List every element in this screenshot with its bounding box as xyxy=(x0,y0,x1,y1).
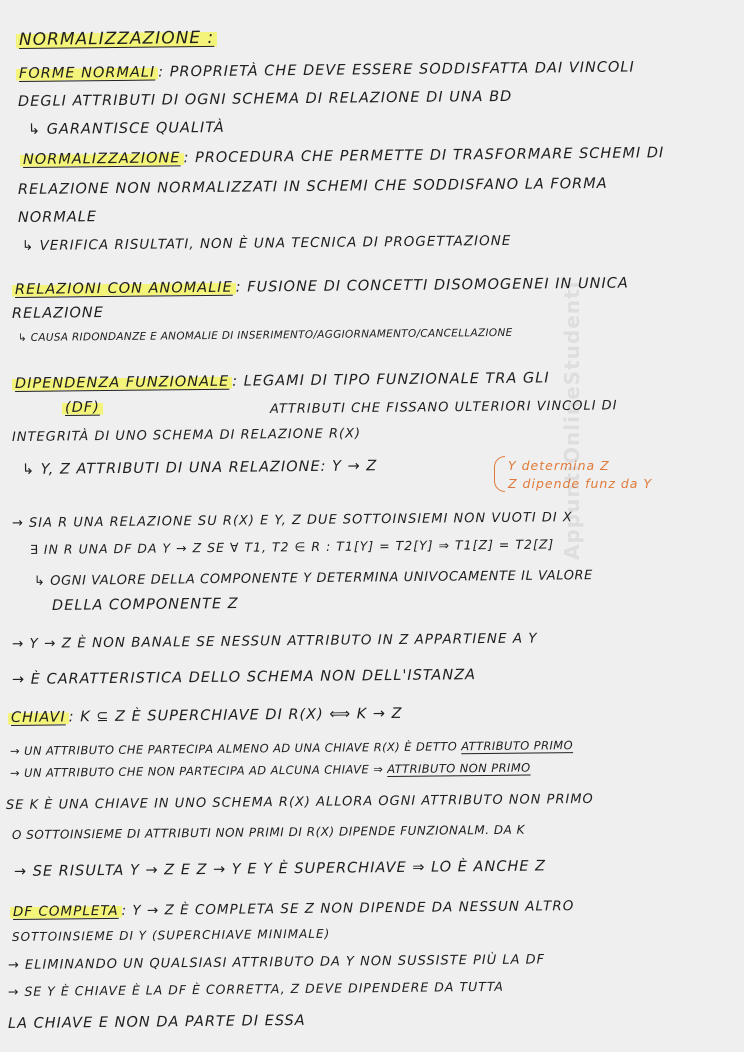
df-completa-line xyxy=(10,898,574,920)
text-line: RELAZIONE xyxy=(11,305,104,322)
text-line: → SIA R UNA RELAZIONE SU R(X) E Y, Z DUE SOTTOINSIEMI NON VUOTI DI X xyxy=(11,510,573,531)
title-normalizzazione xyxy=(16,28,217,50)
text-line: ATTRIBUTI CHE FISSANO ULTERIORI VINCOLI DI xyxy=(269,398,618,417)
text-line: LA CHIAVE E NON DA PARTE DI ESSA xyxy=(7,1012,306,1032)
chiavi-term: CHIAVI xyxy=(8,709,69,726)
text-line: SOTTOINSIEME DI Y (SUPERCHIAVE MINIMALE) xyxy=(11,926,331,944)
relazioni-anomalie-line xyxy=(12,276,629,298)
text-line: → Y → Z È NON BANALE SE NESSUN ATTRIBUTO IN Z APPARTIENE A Y xyxy=(11,630,538,652)
text-line: DELLA COMPONENTE Z xyxy=(51,596,239,614)
text-line: DEGLI ATTRIBUTI DI OGNI SCHEMA DI RELAZIONE DI UNA BD xyxy=(17,88,513,110)
relazioni-anomalie-def: : FUSIONE DI CONCETTI DISOMOGENEI IN UNICA xyxy=(235,275,629,296)
dipendenza-funzionale-line xyxy=(12,370,550,392)
watermark: AppuntiOnlineStudenti xyxy=(560,280,584,560)
text-line: ↳ OGNI VALORE DELLA COMPONENTE Y DETERMINA UNIVOCAMENTE IL VALORE xyxy=(33,568,594,589)
text-line: ↳ VERIFICA RISULTATI, NON È UNA TECNICA DI PROGETTAZIONE xyxy=(21,232,512,254)
df-abbreviation xyxy=(62,400,103,416)
text-line: ∃ IN R UNA DF DA Y → Z SE ∀ T1, T2 ∈ R : T1[Y] = T2[Y] ⇒ T1[Z] = T2[Z] xyxy=(29,536,555,557)
attributo-non-primo-term: ATTRIBUTO NON PRIMO xyxy=(387,760,531,777)
attributo-non-primo-text: → UN ATTRIBUTO CHE NON PARTECIPA AD ALCUNA CHIAVE ⇒ xyxy=(9,762,384,780)
relazioni-anomalie-term: RELAZIONI CON ANOMALIE xyxy=(12,280,236,298)
text-line: → SE RISULTA Y → Z E Z → Y E Y È SUPERCHIAVE ⇒ LO È ANCHE Z xyxy=(13,858,547,880)
df-completa-term: DF COMPLETA xyxy=(10,903,122,920)
dipendenza-funzionale-term: DIPENDENZA FUNZIONALE xyxy=(12,374,232,392)
note-determina: Y determina Z xyxy=(508,458,610,473)
text-line: ↳ GARANTISCE QUALITÀ xyxy=(27,119,225,138)
forme-normali-line xyxy=(16,60,635,82)
title-text: NORMALIZZAZIONE : xyxy=(16,28,217,50)
normalizzazione-term: NORMALIZZAZIONE xyxy=(20,150,184,168)
orange-bracket xyxy=(494,456,505,492)
chiavi-line xyxy=(8,706,403,726)
text-line: → ELIMINANDO UN QUALSIASI ATTRIBUTO DA Y NON SUSSISTE PIÙ LA DF xyxy=(7,952,546,973)
forme-normali-term: FORME NORMALI xyxy=(16,65,158,82)
df-completa-def: : Y → Z È COMPLETA SE Z NON DIPENDE DA NESSUN ALTRO xyxy=(121,898,575,919)
text-line: O SOTTOINSIEME DI ATTRIBUTI NON PRIMI DI R(X) DIPENDE FUNZIONALM. DA K xyxy=(11,822,526,842)
attributo-primo-text: → UN ATTRIBUTO CHE PARTECIPA ALMENO AD UNA CHIAVE R(X) È DETTO xyxy=(9,739,458,758)
text-line: INTEGRITÀ DI UNO SCHEMA DI RELAZIONE R(X) xyxy=(11,426,362,445)
normalizzazione-line xyxy=(20,145,664,168)
attributo-primo-line xyxy=(10,738,573,758)
text-line: → SE Y È CHIAVE È LA DF È CORRETTA, Z DEVE DIPENDERE DA TUTTA xyxy=(7,978,504,999)
text-line: ↳ CAUSA RIDONDANZE E ANOMALIE DI INSERIMENTO/AGGIORNAMENTO/CANCELLAZIONE xyxy=(17,326,513,344)
text-line: SE K È UNA CHIAVE IN UNO SCHEMA R(X) ALLORA OGNI ATTRIBUTO NON PRIMO xyxy=(5,791,594,813)
text-line: RELAZIONE NON NORMALIZZATI IN SCHEMI CHE SODDISFANO LA FORMA xyxy=(17,175,608,198)
text-line: ↳ Y, Z ATTRIBUTI DI UNA RELAZIONE: Y → Z xyxy=(21,458,378,478)
chiavi-def: : K ⊆ Z È SUPERCHIAVE DI R(X) ⟺ K → Z xyxy=(68,705,403,726)
forme-normali-def: : PROPRIETÀ CHE DEVE ESSERE SODDISFATTA DAI VINCOLI xyxy=(158,59,635,81)
dipendenza-funzionale-def: : LEGAMI DI TIPO FUNZIONALE TRA GLI xyxy=(232,370,550,390)
attributo-primo-term: ATTRIBUTO PRIMO xyxy=(461,738,574,754)
attributo-non-primo-line xyxy=(10,761,531,780)
text-line: → È CARATTERISTICA DELLO SCHEMA NON DELL'ISTANZA xyxy=(11,667,477,688)
note-dipende: Z dipende funz da Y xyxy=(508,476,653,491)
text-line: NORMALE xyxy=(17,209,98,226)
normalizzazione-def: : PROCEDURA CHE PERMETTE DI TRASFORMARE SCHEMI DI xyxy=(183,145,665,167)
df-abbreviation-text: (DF) xyxy=(62,400,103,416)
